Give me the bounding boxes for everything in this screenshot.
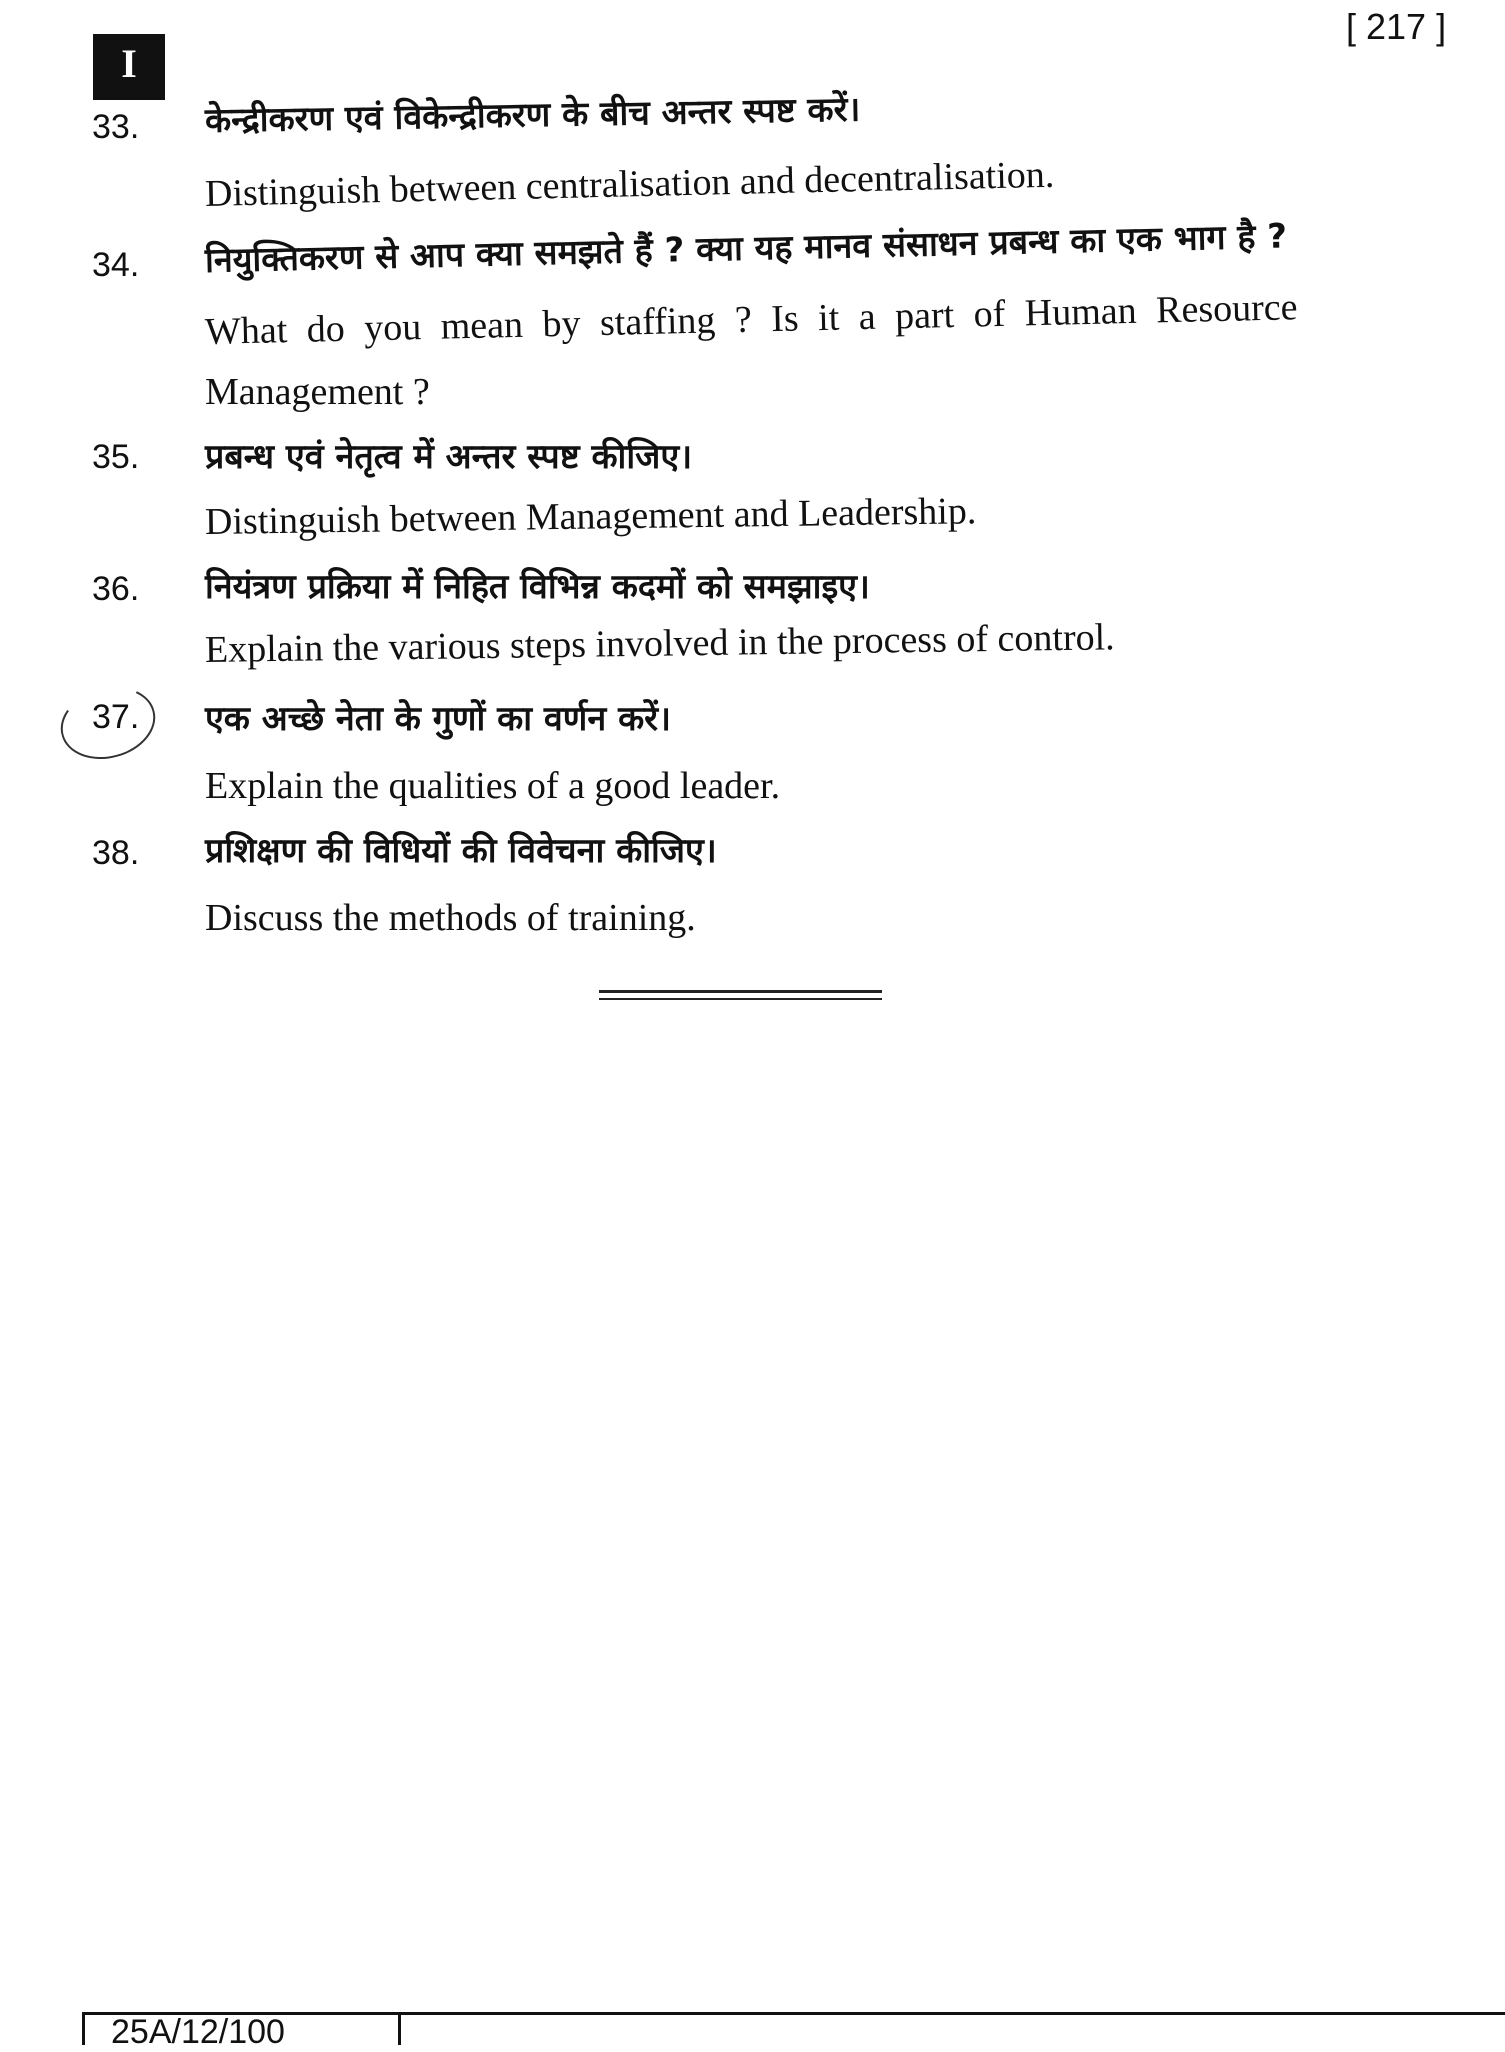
- question-number: 38.: [92, 834, 140, 872]
- question-number: 33.: [92, 108, 140, 146]
- question-english: Discuss the methods of training.: [205, 897, 696, 939]
- question-english: Distinguish between Management and Leadership.: [204, 490, 977, 543]
- section-mark-logo: I: [93, 34, 165, 100]
- question-number: 37.: [92, 698, 140, 736]
- question-number: 35.: [92, 438, 140, 476]
- end-rule: [599, 990, 882, 993]
- question-english: Explain the various steps involved in the process of control.: [204, 616, 1115, 671]
- footer-code: 25A/12/100: [111, 2013, 285, 2051]
- question-hindi: केन्द्रीकरण एवं विकेन्द्रीकरण के बीच अन्तर स्पष्ट करें।: [204, 89, 861, 141]
- question-hindi: प्रशिक्षण की विधियों की विवेचना कीजिए।: [205, 831, 717, 871]
- question-english: What do you mean by staffing ? Is it a part of Human Resource: [204, 286, 1298, 353]
- question-number: 34.: [92, 246, 140, 284]
- page-number: [ 217 ]: [1346, 6, 1447, 47]
- question-hindi: एक अच्छे नेता के गुणों का वर्णन करें।: [205, 699, 671, 739]
- footer-code-box: [82, 2013, 401, 2051]
- question-hindi: प्रबन्ध एवं नेतृत्व में अन्तर स्पष्ट कीजिए।: [205, 437, 693, 477]
- question-english: Management ?: [205, 371, 430, 413]
- end-rule: [599, 998, 882, 1000]
- question-hindi: नियुक्तिकरण से आप क्या समझते हैं ? क्या यह मानव संसाधन प्रबन्ध का एक भाग है ?: [204, 216, 1288, 281]
- footer: [82, 2012, 1505, 2051]
- question-number: 36.: [92, 570, 140, 608]
- question-english: Distinguish between centralisation and decentralisation.: [204, 153, 1055, 215]
- question-english: Explain the qualities of a good leader.: [205, 765, 781, 807]
- question-hindi: नियंत्रण प्रक्रिया में निहित विभिन्न कदमों को समझाइए।: [205, 567, 870, 607]
